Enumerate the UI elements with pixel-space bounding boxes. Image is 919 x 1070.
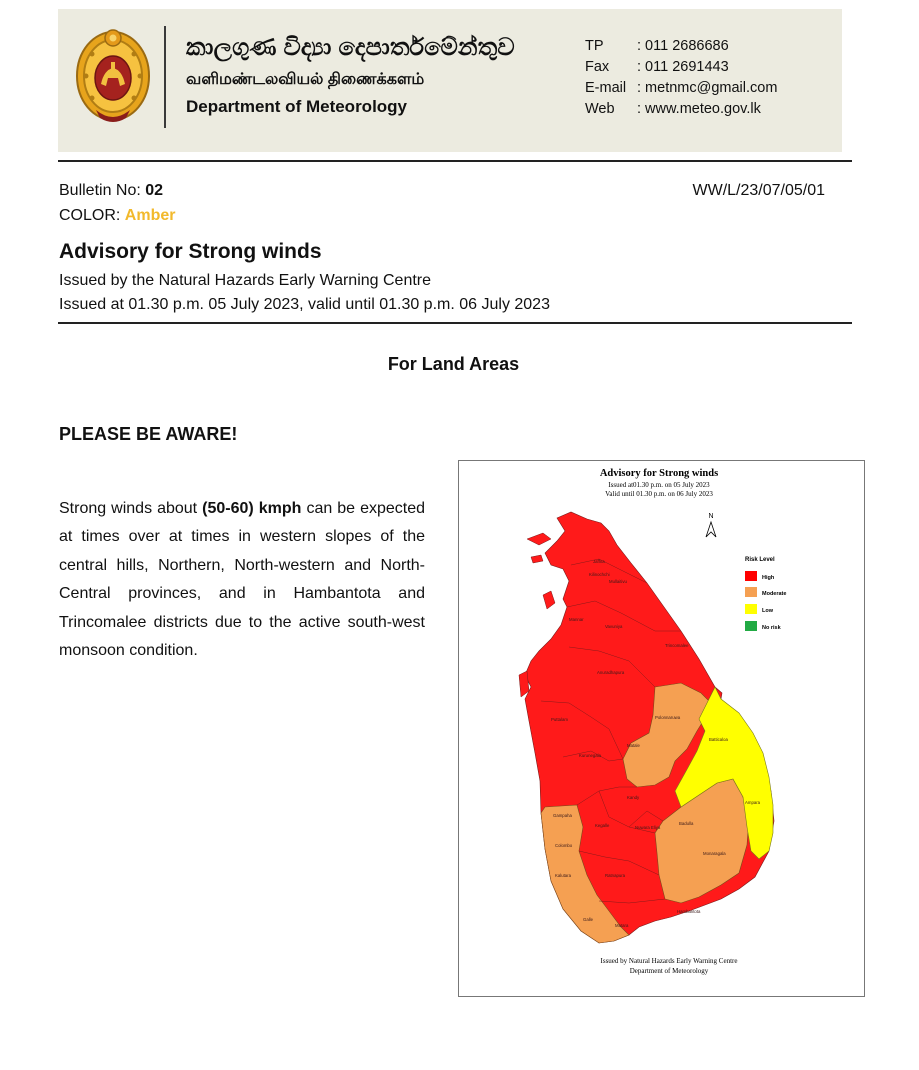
district-label-mannar: Mannar	[569, 617, 584, 622]
district-label-kegalle: Kegalle	[595, 823, 610, 828]
department-title-english: Department of Meteorology	[186, 97, 408, 116]
map-legend	[745, 557, 786, 631]
wind-speed: (50-60) kmph	[202, 500, 302, 517]
map-issued-line: Issued at01.30 p.m. on 05 July 2023	[608, 481, 710, 489]
bulletin-color	[59, 207, 175, 225]
district-label-vavuniya: Vavuniya	[605, 624, 623, 629]
contact-details	[585, 36, 777, 120]
advisory-text-part: can be expected at times over at times in western slopes of the central hills, Northern, North-western and North-Central provinces, and in Hambantota and Trincomalee districts due to the active south-west monsoon condition.	[59, 500, 426, 660]
legend-swatch-moderate	[745, 587, 757, 597]
legend-label-low: Low	[762, 608, 773, 614]
sri-lanka-emblem-icon	[74, 24, 152, 128]
section-heading: For Land Areas	[387, 354, 520, 374]
risk-map	[458, 460, 865, 997]
district-label-trincomalee: Trincomalee	[665, 643, 689, 648]
map-title: Advisory for Strong winds	[599, 468, 719, 479]
district-label-kilinochchi: Kilinochchi	[589, 572, 610, 577]
alert-heading: PLEASE BE AWARE!	[59, 424, 238, 444]
advisory-text	[59, 495, 425, 665]
district-label-anuradhapura: Anuradhapura	[597, 670, 625, 675]
section-rule	[58, 322, 852, 324]
district-label-nuwara-eliya: Nuwara Eliya	[635, 825, 661, 830]
legend-swatch-high	[745, 571, 757, 581]
legend-label-no-risk: No risk	[762, 625, 781, 631]
map-islet	[519, 671, 529, 697]
contact-label: E-mail	[585, 80, 627, 96]
bulletin-number-label: Bulletin No:	[59, 182, 146, 199]
district-label-kandy: Kandy	[627, 795, 640, 800]
district-label-monaragala: Monaragala	[703, 851, 726, 856]
advisory-text-part: Strong winds about	[59, 500, 203, 517]
map-valid-line: Valid until 01.30 p.m. on 06 July 2023	[605, 490, 713, 498]
bulletin-number-value: 02	[145, 182, 164, 199]
department-title-tamil: வளிமண்டலவியல் திணைக்களம்	[186, 71, 425, 88]
legend-label-moderate: Moderate	[762, 591, 787, 597]
advisory-issued-by: Issued by the Natural Hazards Early Warning Centre	[59, 272, 432, 289]
department-title-sinhala: කාලගුණ විද්‍යා දෙපාර්තමේන්තුව	[186, 34, 515, 61]
contact-row-web	[585, 99, 777, 120]
legend-label-high: High	[762, 575, 775, 581]
legend-swatch-no-risk	[745, 621, 757, 631]
map-islet	[531, 555, 543, 563]
contact-row-email	[585, 78, 777, 99]
district-label-kurunegala: Kurunegala	[579, 753, 601, 758]
header-rule	[58, 160, 852, 162]
bulletin-color-label: COLOR:	[59, 207, 125, 224]
contact-row-fax	[585, 57, 777, 78]
contact-value: : www.meteo.gov.lk	[637, 101, 761, 117]
district-label-puttalam: Puttalam	[551, 717, 568, 722]
contact-label: Fax	[585, 59, 610, 75]
legend-swatch-low	[745, 604, 757, 614]
map-footer-department: Department of Meteorology	[629, 967, 709, 975]
bulletin-reference: WW/L/23/07/05/01	[692, 182, 825, 199]
district-label-mullaitivu: Mullaitivu	[609, 579, 627, 584]
contact-value: : 011 2686686	[637, 38, 729, 54]
district-label-polonnaruwa: Polonnaruwa	[655, 715, 681, 720]
contact-value: : metnmc@gmail.com	[637, 80, 778, 96]
district-label-ampara: Ampara	[745, 800, 761, 805]
district-label-jaffna: Jaffna	[593, 559, 605, 564]
north-label: N	[708, 513, 714, 520]
district-label-batticaloa: Batticaloa	[709, 737, 728, 742]
district-label-matara: Matara	[615, 923, 629, 928]
contact-row-tp	[585, 36, 777, 57]
bulletin-number	[59, 182, 163, 200]
legend-title: Risk Level	[745, 557, 775, 563]
district-label-colombo: Colombo	[555, 843, 573, 848]
advisory-issued-at: Issued at 01.30 p.m. 05 July 2023, valid until 01.30 p.m. 06 July 2023	[59, 296, 550, 313]
contact-value: : 011 2691443	[637, 59, 729, 75]
district-label-kalutara: Kalutara	[555, 873, 572, 878]
north-arrow-icon	[706, 522, 716, 537]
risk-map-canvas	[459, 461, 864, 996]
bulletin-color-value: Amber	[124, 207, 176, 224]
map-islet	[527, 533, 551, 545]
district-label-badulla: Badulla	[679, 821, 694, 826]
district-label-ratnapura: Ratnapura	[605, 873, 626, 878]
contact-label: TP	[585, 38, 604, 54]
map-footer-issuer: Issued by Natural Hazards Early Warning Centre	[600, 957, 738, 965]
district-label-galle: Galle	[583, 917, 594, 922]
advisory-title: Advisory for Strong winds	[59, 240, 322, 263]
header-divider	[164, 26, 166, 128]
district-label-matale: Matale	[627, 743, 640, 748]
map-islet	[543, 591, 555, 609]
district-label-hambantota: Hambantota	[677, 909, 701, 914]
district-label-gampaha: Gampaha	[553, 813, 572, 818]
contact-label: Web	[585, 101, 615, 117]
